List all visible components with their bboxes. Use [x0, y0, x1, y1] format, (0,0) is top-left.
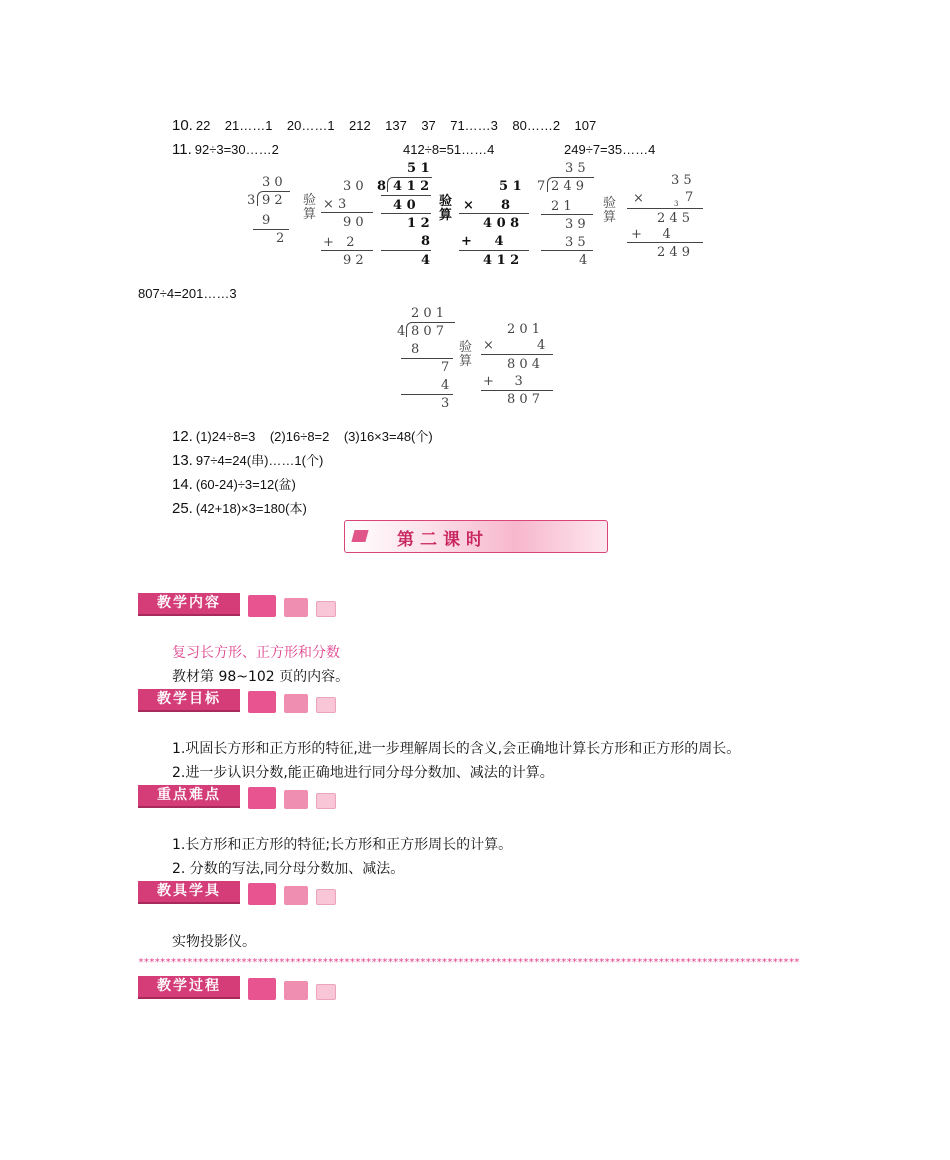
verify-multiplier: 4 — [537, 338, 546, 353]
decor-block-icon — [248, 595, 276, 617]
verify-sum: 4 1 2 — [483, 253, 520, 268]
verify-multiplier: × 8 — [463, 198, 511, 213]
partial: 7 — [441, 360, 450, 375]
dividend: 4 1 2 — [393, 179, 430, 194]
verify-multiplicand: 3 5 — [671, 173, 692, 188]
remainder: 2 — [276, 231, 285, 246]
quotient: 5 1 — [407, 161, 430, 176]
subtrahend: 9 — [262, 213, 271, 228]
answer-number: 10. — [172, 117, 193, 134]
quotient: 3 5 — [565, 161, 586, 176]
answer-11-d: 807÷4=201……3 — [138, 286, 237, 301]
verify-sum: 9 2 — [343, 253, 364, 268]
partial: 1 2 — [407, 216, 430, 231]
rule — [541, 250, 593, 251]
rule — [459, 250, 529, 251]
decor-block-icon — [284, 694, 308, 713]
goal-1: 1.巩固长方形和正方形的特征,进一步理解周长的含义,会正确地计算长方形和正方形的周长。 — [172, 741, 741, 757]
long-division-3 — [535, 160, 710, 272]
rule — [459, 213, 529, 214]
decor-block-icon — [316, 793, 336, 809]
answer-text: 92÷3=30……2 — [194, 142, 279, 157]
section-tag: 教学内容 — [138, 593, 240, 616]
verify-product: 9 0 — [343, 215, 364, 230]
verify-add: + 4 — [461, 234, 504, 249]
subtrahend: 4 0 — [393, 198, 416, 213]
section-tag: 重点难点 — [138, 785, 240, 808]
rule — [321, 212, 373, 213]
answer-number: 25. — [172, 500, 193, 517]
rule — [381, 213, 431, 214]
verify-sum: 8 0 7 — [507, 392, 541, 407]
verify-multiplier: × 3 — [323, 197, 347, 212]
subtrahend: 2 1 — [551, 199, 572, 214]
rule — [401, 358, 453, 359]
quotient: 2 0 1 — [411, 306, 445, 321]
verify-multiplicand: 2 0 1 — [507, 322, 541, 337]
answer-text: (1)24÷8=3 (2)16÷8=2 (3)16×3=48(个) — [195, 429, 433, 444]
decor-block-icon — [284, 598, 308, 617]
verify-label: 验 算 — [603, 196, 617, 225]
answer-number: 11. — [172, 141, 192, 158]
decor-block-icon — [284, 981, 308, 1000]
section-tag: 教学目标 — [138, 689, 240, 712]
content-pages: 教材第 98~102 页的内容。 — [172, 669, 350, 685]
goal-2: 2.进一步认识分数,能正确地进行同分母分数加、减法的计算。 — [172, 765, 554, 781]
verify-sum: 2 4 9 — [657, 245, 691, 260]
remainder: 3 — [441, 396, 450, 411]
lesson-title: 第二课时 — [397, 530, 489, 550]
rule — [627, 208, 703, 209]
answer-25 — [172, 500, 307, 518]
remainder: 4 — [579, 253, 588, 268]
lesson-banner — [344, 520, 608, 553]
verify-product: 2 4 5 — [657, 211, 691, 226]
answer-13 — [172, 452, 323, 470]
subtrahend: 3 5 — [565, 235, 586, 250]
divisor: 8 — [377, 179, 387, 194]
long-division-1 — [245, 172, 375, 272]
decor-block-icon — [284, 790, 308, 809]
answer-10 — [172, 117, 596, 135]
rule — [481, 390, 553, 391]
answer-text: (42+18)×3=180(本) — [195, 501, 307, 516]
flag-icon — [351, 530, 368, 542]
answer-text: (60-24)÷3=12(盆) — [195, 477, 296, 492]
rule — [401, 394, 453, 395]
section-tag: 教具学具 — [138, 881, 240, 904]
verify-label: 验 算 — [459, 340, 473, 369]
verify-multiplier: 7 — [685, 190, 694, 205]
answer-number: 12. — [172, 428, 193, 445]
divisor: 3 — [247, 193, 256, 208]
verify-multiplier-sign: × — [483, 338, 494, 353]
subtrahend: 4 — [441, 378, 450, 393]
remainder: 4 — [421, 253, 431, 268]
decor-block-icon — [248, 691, 276, 713]
rule — [321, 250, 373, 251]
long-division-2 — [375, 160, 535, 272]
verify-label: 验 算 — [439, 194, 453, 223]
decor-block-icon — [316, 984, 336, 1000]
quotient: 3 0 — [262, 175, 283, 190]
decor-block-icon — [316, 889, 336, 905]
decor-block-icon — [316, 697, 336, 713]
rule — [627, 242, 703, 243]
answer-12 — [172, 428, 433, 446]
divisor: 4 — [397, 324, 406, 339]
keypoint-2: 2. 分数的写法,同分母分数加、减法。 — [172, 861, 405, 877]
partial: 3 9 — [565, 217, 586, 232]
star-divider: ************************************************************************************************************************** — [138, 957, 800, 968]
subtrahend: 8 — [411, 342, 420, 357]
decor-block-icon — [284, 886, 308, 905]
answer-number: 13. — [172, 452, 193, 469]
rule — [541, 214, 593, 215]
rule — [253, 229, 289, 230]
dividend: 2 4 9 — [551, 179, 585, 194]
verify-add: + 4 — [631, 227, 671, 242]
dividend: 9 2 — [262, 193, 283, 208]
long-division-4 — [395, 305, 565, 413]
verify-add: + 2 — [323, 235, 355, 250]
content-topic: 复习长方形、正方形和分数 — [172, 645, 340, 661]
answer-14 — [172, 476, 296, 494]
tools-text: 实物投影仪。 — [172, 934, 256, 950]
answer-text: 22 21……1 20……1 212 137 37 71……3 80……2 107 — [195, 118, 597, 133]
decor-block-icon — [248, 978, 276, 1000]
answer-11-c: 249÷7=35……4 — [564, 142, 656, 157]
verify-multiplicand: 3 0 — [343, 179, 364, 194]
divisor: 7 — [537, 179, 546, 194]
verify-multiplicand: 5 1 — [499, 179, 522, 194]
verify-product: 8 0 4 — [507, 357, 541, 372]
rule — [381, 250, 431, 251]
rule — [481, 354, 553, 355]
verify-multiplier-sign: × — [633, 191, 644, 206]
answer-text: 97÷4=24(串)……1(个) — [195, 453, 324, 468]
decor-block-icon — [248, 883, 276, 905]
verify-add: + 3 — [483, 374, 523, 389]
rule — [381, 195, 431, 196]
dividend: 8 0 7 — [411, 324, 445, 339]
decor-block-icon — [316, 601, 336, 617]
subtrahend: 8 — [421, 234, 431, 249]
verify-label: 验 算 — [303, 193, 317, 222]
section-tag: 教学过程 — [138, 976, 240, 999]
answer-11-b: 412÷8=51……4 — [403, 142, 495, 157]
decor-block-icon — [248, 787, 276, 809]
verify-product: 4 0 8 — [483, 216, 520, 231]
answer-11 — [172, 141, 279, 159]
keypoint-1: 1.长方形和正方形的特征;长方形和正方形周长的计算。 — [172, 837, 513, 853]
answer-number: 14. — [172, 476, 193, 493]
carry-digit: 3 — [674, 200, 679, 208]
